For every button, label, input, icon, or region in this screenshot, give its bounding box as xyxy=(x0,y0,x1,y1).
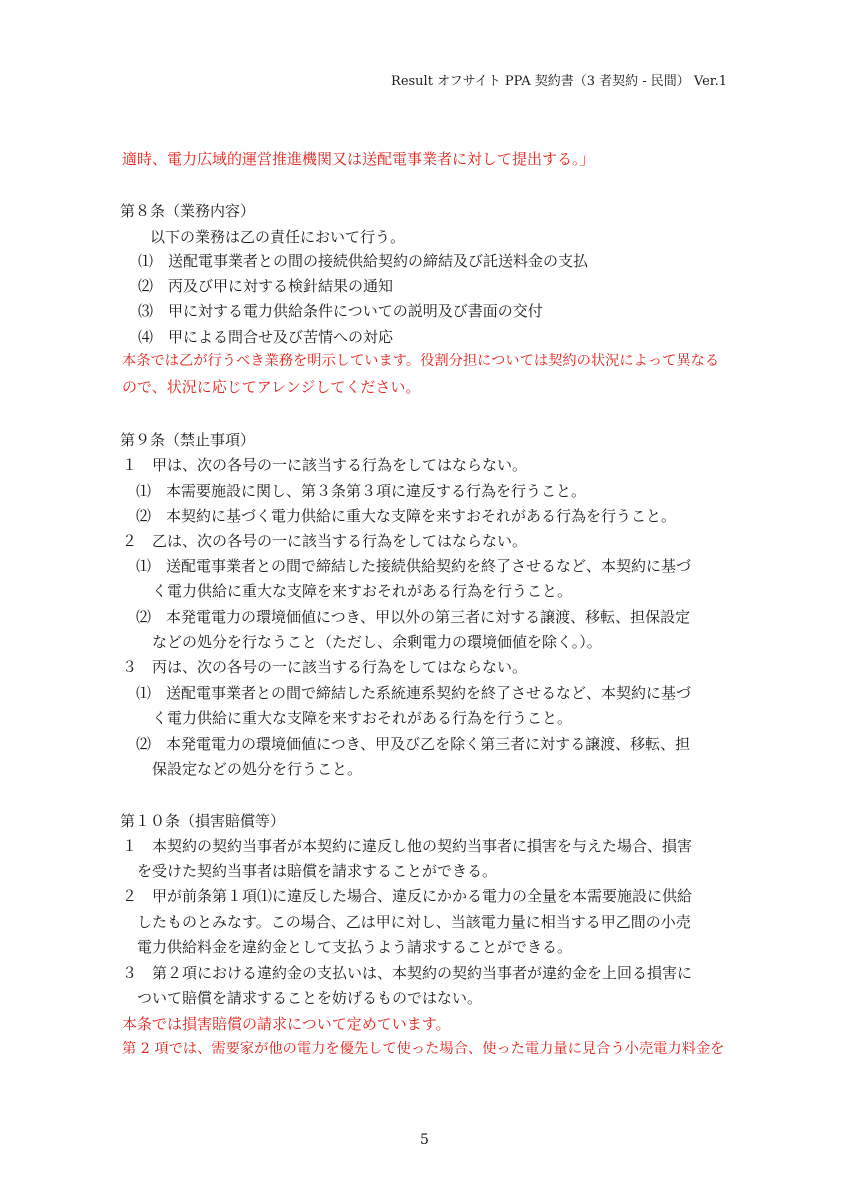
article-8-note: ので、状況に応じてアレンジしてください。 xyxy=(122,378,421,396)
article-9-item: ⑴ 本需要施設に関し、第３条第３項に違反する行為を行うこと。 xyxy=(136,482,587,500)
page-number: 5 xyxy=(420,1132,429,1148)
article-9-item: ⑵ 本発電電力の環境価値につき、甲以外の第三者に対する譲渡、移転、担保設定 xyxy=(136,608,691,626)
article-9-item-cont: く電力供給に重大な支障を来すおそれがある行為を行うこと。 xyxy=(152,582,573,600)
article-10-paragraph: １ 本契約の契約当事者が本契約に違反し他の契約当事者に損害を与えた場合、損害 xyxy=(122,837,693,855)
article-9-item-cont: 保設定などの処分を行うこと。 xyxy=(152,760,363,778)
article-8-item: ⑶ 甲に対する電力供給条件についての説明及び書面の交付 xyxy=(138,302,543,320)
article-9-item: ⑵ 本契約に基づく電力供給に重大な支障を来すおそれがある行為を行うこと。 xyxy=(136,507,677,525)
article-10-paragraph-cont: ついて賠償を請求することを妨げるものではない。 xyxy=(137,989,483,1007)
article-8-intro: 以下の業務は乙の責任において行う。 xyxy=(150,228,406,246)
article-9-title: 第９条（禁止事項） xyxy=(120,431,256,449)
article-8-item: ⑷ 甲による問合せ及び苦情への対応 xyxy=(138,328,394,346)
article-8-title: 第８条（業務内容） xyxy=(120,202,256,220)
article-9-item: ⑴ 送配電事業者との間で締結した系統連系契約を終了させるなど、本契約に基づ xyxy=(136,684,692,702)
article-10-paragraph-cont: 電力供給料金を違約金として支払うよう請求することができる。 xyxy=(137,938,573,956)
article-9-paragraph: ３ 丙は、次の各号の一に該当する行為をしてはならない。 xyxy=(122,658,528,676)
article-8-note: 本条では乙が行うべき業務を明示しています。役割分担については契約の状況によって異なる xyxy=(122,353,720,369)
article-10-paragraph-cont: を受けた契約当事者は賠償を請求することができる。 xyxy=(137,862,498,880)
article-8-item: ⑵ 丙及び甲に対する検針結果の通知 xyxy=(138,277,394,295)
note-continuation: 適時、電力広域的運営推進機関又は送配電事業者に対して提出する。」 xyxy=(122,150,595,168)
article-9-item: ⑵ 本発電電力の環境価値につき、甲及び乙を除く第三者に対する譲渡、移転、担 xyxy=(136,735,691,753)
article-10-title: 第１０条（損害賠償等） xyxy=(120,812,286,830)
article-9-item: ⑴ 送配電事業者との間で締結した接続供給契約を終了させるなど、本契約に基づ xyxy=(136,557,692,575)
running-header: Result オフサイト PPA 契約書（3 者契約 - 民間） Ver.1 xyxy=(391,74,727,89)
article-9-item-cont: などの処分を行なうこと（ただし、余剰電力の環境価値を除く。）。 xyxy=(152,633,602,651)
article-10-paragraph: ３ 第２項における違約金の支払いは、本契約の契約当事者が違約金を上回る損害に xyxy=(122,964,693,982)
article-9-paragraph: ２ 乙は、次の各号の一に該当する行為をしてはならない。 xyxy=(122,532,528,550)
article-8-item: ⑴ 送配電事業者との間の接続供給契約の締結及び託送料金の支払 xyxy=(138,252,589,270)
article-10-paragraph: ２ 甲が前条第１項⑴に違反した場合、違反にかかる電力の全量を本需要施設に供給 xyxy=(122,887,693,905)
article-10-paragraph-cont: したものとみなす。この場合、乙は甲に対し、当該電力量に相当する甲乙間の小売 xyxy=(137,913,691,931)
article-9-item-cont: く電力供給に重大な支障を来すおそれがある行為を行うこと。 xyxy=(152,709,573,727)
article-10-note: 本条では損害賠償の請求について定めています。 xyxy=(122,1015,451,1033)
article-9-paragraph: １ 甲は、次の各号の一に該当する行為をしてはならない。 xyxy=(122,456,528,474)
article-10-note: 第 2 項では、需要家が他の電力を優先して使った場合、使った電力量に見合う小売電力料金を xyxy=(122,1041,725,1057)
